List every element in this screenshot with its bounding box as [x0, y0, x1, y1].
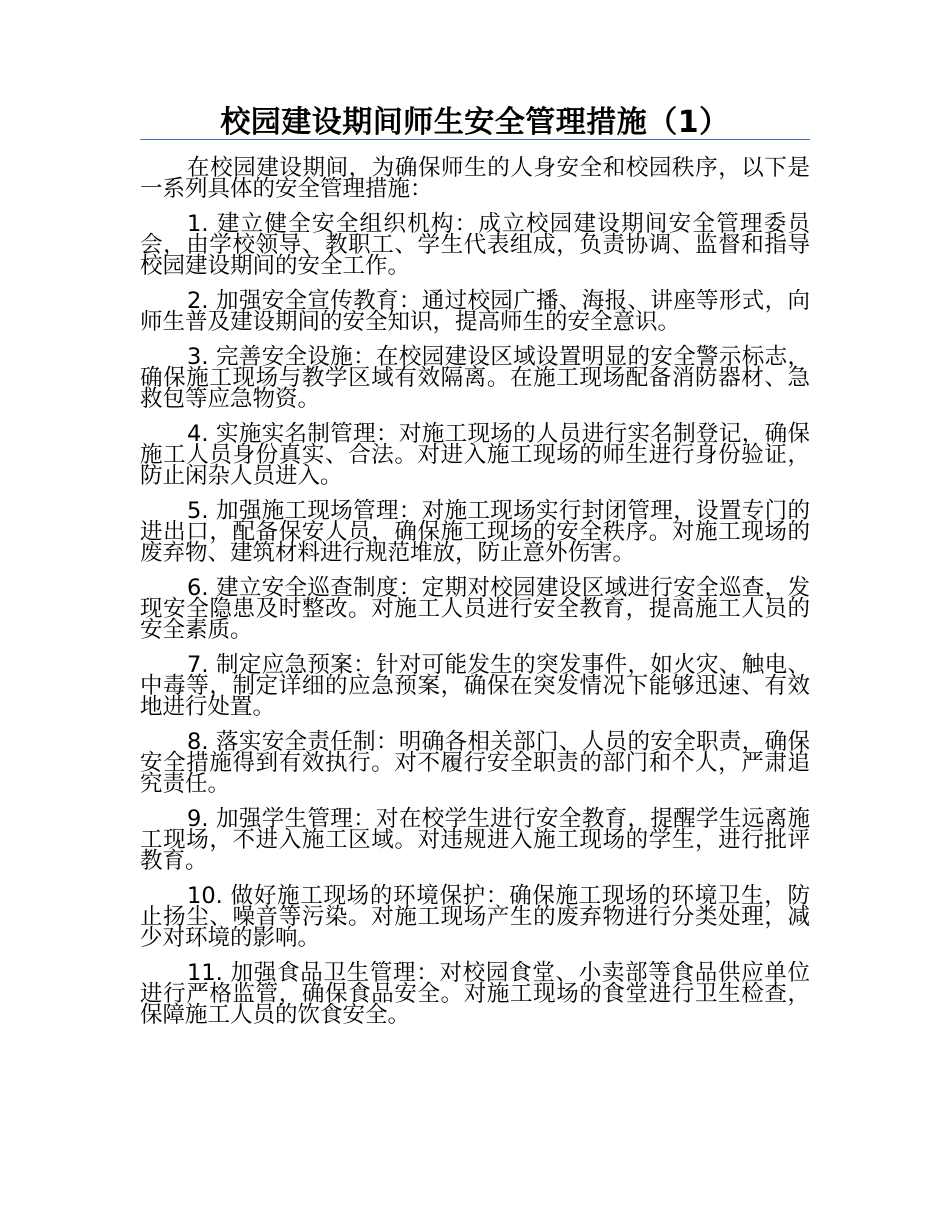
measure-paragraph: 4. 实施实名制管理：对施工现场的人员进行实名制登记，确保施工人员身份真实、合法。对进入施工现场的师生进行身份验证，防止闲杂人员进入。	[140, 421, 810, 489]
measure-paragraph: 11. 加强食品卫生管理：对校园食堂、小卖部等食品供应单位进行严格监管，确保食品安全。对施工现场的食堂进行卫生检查，保障施工人员的饮食安全。	[140, 960, 810, 1028]
intro-paragraph: 在校园建设期间，为确保师生的人身安全和校园秩序，以下是一系列具体的安全管理措施：	[140, 155, 810, 202]
measure-paragraph: 9. 加强学生管理：对在校学生进行安全教育，提醒学生远离施工现场，不进入施工区域。对违规进入施工现场的学生，进行批评教育。	[140, 806, 810, 874]
measure-paragraph: 7. 制定应急预案：针对可能发生的突发事件，如火灾、触电、中毒等，制定详细的应急预案，确保在突发情况下能够迅速、有效地进行处置。	[140, 652, 810, 720]
title-underline	[140, 139, 810, 140]
page-title: 校园建设期间师生安全管理措施（1）	[220, 105, 730, 140]
measure-paragraph: 3. 完善安全设施：在校园建设区域设置明显的安全警示标志，确保施工现场与教学区域有效隔离。在施工现场配备消防器材、急救包等应急物资。	[140, 344, 810, 412]
measure-paragraph: 5. 加强施工现场管理：对施工现场实行封闭管理，设置专门的进出口，配备保安人员，确保施工现场的安全秩序。对施工现场的废弃物、建筑材料进行规范堆放，防止意外伤害。	[140, 498, 810, 566]
document-body	[140, 155, 810, 1040]
measure-paragraph: 6. 建立安全巡查制度：定期对校园建设区域进行安全巡查，发现安全隐患及时整改。对施工人员进行安全教育，提高施工人员的安全素质。	[140, 575, 810, 643]
measure-paragraph: 10. 做好施工现场的环境保护：确保施工现场的环境卫生，防止扬尘、噪音等污染。对施工现场产生的废弃物进行分类处理，减少对环境的影响。	[140, 883, 810, 951]
measure-paragraph: 2. 加强安全宣传教育：通过校园广播、海报、讲座等形式，向师生普及建设期间的安全知识，提高师生的安全意识。	[140, 288, 810, 335]
measure-paragraph: 1. 建立健全安全组织机构：成立校园建设期间安全管理委员会，由学校领导、教职工、学生代表组成，负责协调、监督和指导校园建设期间的安全工作。	[140, 211, 810, 279]
measure-paragraph: 8. 落实安全责任制：明确各相关部门、人员的安全职责，确保安全措施得到有效执行。对不履行安全职责的部门和个人，严肃追究责任。	[140, 729, 810, 797]
